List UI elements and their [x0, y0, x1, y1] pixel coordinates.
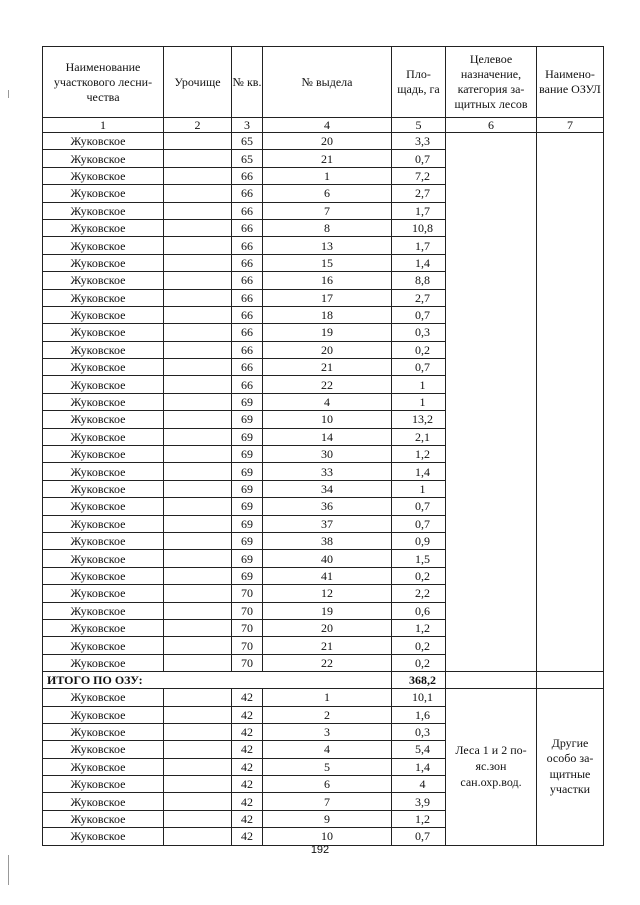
header-tract: Урочище: [164, 47, 232, 118]
cell-forestry-name: Жуковское: [43, 393, 164, 410]
cell-plot-number: 14: [263, 428, 392, 445]
cell-area: 13,2: [392, 411, 446, 428]
cell-plot-number: 12: [263, 585, 392, 602]
cell-forestry-name: Жуковское: [43, 202, 164, 219]
cell-quarter-number: 69: [232, 393, 263, 410]
cell-plot-number: 16: [263, 272, 392, 289]
cell-purpose: Леса 1 и 2 по-яс.зон сан.охр.вод.: [446, 689, 537, 846]
cell-tract: [164, 272, 232, 289]
cell-quarter-number: 69: [232, 567, 263, 584]
cell-quarter-number: 69: [232, 532, 263, 549]
cell-area: 0,2: [392, 637, 446, 654]
cell-forestry-name: Жуковское: [43, 272, 164, 289]
cell-tract: [164, 758, 232, 775]
cell-plot-number: 2: [263, 706, 392, 723]
cell-quarter-number: 65: [232, 150, 263, 167]
cell-tract: [164, 428, 232, 445]
cell-tract: [164, 637, 232, 654]
cell-quarter-number: 66: [232, 359, 263, 376]
cell-forestry-name: Жуковское: [43, 289, 164, 306]
header-purpose: Целевое назначение, категория за-щитных лесов: [446, 47, 537, 118]
column-number: 2: [164, 118, 232, 133]
column-number-row: [43, 118, 604, 133]
cell-tract: [164, 810, 232, 827]
cell-quarter-number: 69: [232, 463, 263, 480]
cell-plot-number: 38: [263, 532, 392, 549]
cell-area: 2,1: [392, 428, 446, 445]
cell-area: 0,7: [392, 828, 446, 845]
cell-tract: [164, 654, 232, 671]
cell-quarter-number: 69: [232, 480, 263, 497]
cell-forestry-name: Жуковское: [43, 498, 164, 515]
cell-tract: [164, 463, 232, 480]
cell-forestry-name: Жуковское: [43, 793, 164, 810]
cell-plot-number: 20: [263, 341, 392, 358]
cell-quarter-number: 70: [232, 585, 263, 602]
cell-plot-number: 19: [263, 602, 392, 619]
cell-area: 1,4: [392, 254, 446, 271]
cell-forestry-name: Жуковское: [43, 723, 164, 740]
cell-tract: [164, 585, 232, 602]
column-number: 1: [43, 118, 164, 133]
column-number: 5: [392, 118, 446, 133]
cell-quarter-number: 66: [232, 202, 263, 219]
cell-quarter-number: 66: [232, 306, 263, 323]
cell-tract: [164, 776, 232, 793]
cell-forestry-name: Жуковское: [43, 689, 164, 706]
cell-forestry-name: Жуковское: [43, 602, 164, 619]
cell-plot-number: 3: [263, 723, 392, 740]
cell-plot-number: 34: [263, 480, 392, 497]
cell-purpose: [446, 133, 537, 672]
cell-forestry-name: Жуковское: [43, 428, 164, 445]
cell-forestry-name: Жуковское: [43, 810, 164, 827]
cell-area: 1,2: [392, 619, 446, 636]
cell-plot-number: 33: [263, 463, 392, 480]
cell-forestry-name: Жуковское: [43, 237, 164, 254]
cell-quarter-number: 70: [232, 619, 263, 636]
cell-tract: [164, 376, 232, 393]
cell-quarter-number: 70: [232, 637, 263, 654]
cell-area: 0,9: [392, 532, 446, 549]
cell-area: 1,4: [392, 463, 446, 480]
cell-tract: [164, 619, 232, 636]
cell-plot-number: 15: [263, 254, 392, 271]
cell-quarter-number: 66: [232, 324, 263, 341]
cell-quarter-number: 42: [232, 810, 263, 827]
cell-area: 1,2: [392, 810, 446, 827]
cell-area: 0,2: [392, 341, 446, 358]
table-body: [43, 118, 604, 846]
cell-tract: [164, 498, 232, 515]
cell-forestry-name: Жуковское: [43, 515, 164, 532]
cell-area: 2,7: [392, 289, 446, 306]
header-area: Пло-щадь, га: [392, 47, 446, 118]
cell-tract: [164, 828, 232, 845]
cell-tract: [164, 723, 232, 740]
cell-tract: [164, 359, 232, 376]
cell-forestry-name: Жуковское: [43, 758, 164, 775]
cell-plot-number: 7: [263, 202, 392, 219]
cell-area: 10,8: [392, 219, 446, 236]
cell-forestry-name: Жуковское: [43, 480, 164, 497]
cell-plot-number: 8: [263, 219, 392, 236]
table-row: [43, 133, 604, 150]
cell-tract: [164, 202, 232, 219]
cell-area: 1: [392, 480, 446, 497]
cell-forestry-name: Жуковское: [43, 185, 164, 202]
cell-tract: [164, 480, 232, 497]
cell-tract: [164, 532, 232, 549]
cell-forestry-name: Жуковское: [43, 324, 164, 341]
cell-quarter-number: 66: [232, 237, 263, 254]
cell-tract: [164, 446, 232, 463]
cell-forestry-name: Жуковское: [43, 306, 164, 323]
cell-plot-number: 10: [263, 828, 392, 845]
cell-area: 5,4: [392, 741, 446, 758]
cell-plot-number: 40: [263, 550, 392, 567]
cell-forestry-name: Жуковское: [43, 219, 164, 236]
cell-area: 7,2: [392, 167, 446, 184]
cell-quarter-number: 42: [232, 723, 263, 740]
cell-tract: [164, 289, 232, 306]
cell-area: 1,2: [392, 446, 446, 463]
cell-forestry-name: Жуковское: [43, 567, 164, 584]
cell-forestry-name: Жуковское: [43, 828, 164, 845]
cell-tract: [164, 133, 232, 150]
cell-forestry-name: Жуковское: [43, 637, 164, 654]
column-number: 7: [537, 118, 604, 133]
cell-forestry-name: Жуковское: [43, 532, 164, 549]
cell-area: 0,3: [392, 324, 446, 341]
cell-quarter-number: 42: [232, 706, 263, 723]
cell-plot-number: 1: [263, 689, 392, 706]
cell-plot-number: 4: [263, 393, 392, 410]
cell-plot-number: 4: [263, 741, 392, 758]
margin-mark-bottom: [8, 855, 9, 885]
total-area: 368,2: [392, 672, 446, 689]
cell-forestry-name: Жуковское: [43, 254, 164, 271]
cell-forestry-name: Жуковское: [43, 706, 164, 723]
cell-quarter-number: 66: [232, 341, 263, 358]
cell-area: 0,6: [392, 602, 446, 619]
cell-tract: [164, 185, 232, 202]
page-number: 192: [310, 844, 330, 856]
cell-quarter-number: 66: [232, 272, 263, 289]
cell-plot-number: 6: [263, 185, 392, 202]
cell-tract: [164, 602, 232, 619]
cell-tract: [164, 306, 232, 323]
cell-area: 0,7: [392, 306, 446, 323]
cell-plot-number: 41: [263, 567, 392, 584]
cell-plot-number: 37: [263, 515, 392, 532]
cell-quarter-number: 70: [232, 654, 263, 671]
margin-mark-top: [8, 90, 9, 98]
cell-forestry-name: Жуковское: [43, 411, 164, 428]
table-header: [43, 47, 604, 118]
cell-quarter-number: 42: [232, 828, 263, 845]
cell-quarter-number: 42: [232, 741, 263, 758]
cell-tract: [164, 515, 232, 532]
forest-plots-table: [42, 46, 604, 846]
cell-plot-number: 21: [263, 359, 392, 376]
cell-area: 1,5: [392, 550, 446, 567]
cell-quarter-number: 66: [232, 289, 263, 306]
cell-tract: [164, 219, 232, 236]
cell-quarter-number: 66: [232, 254, 263, 271]
cell-area: 1: [392, 393, 446, 410]
cell-plot-number: 21: [263, 150, 392, 167]
cell-tract: [164, 324, 232, 341]
cell-quarter-number: 69: [232, 550, 263, 567]
header-plot-number: № выдела: [263, 47, 392, 118]
cell-forestry-name: Жуковское: [43, 376, 164, 393]
cell-quarter-number: 42: [232, 793, 263, 810]
cell-forestry-name: Жуковское: [43, 341, 164, 358]
cell-forestry-name: Жуковское: [43, 654, 164, 671]
cell-forestry-name: Жуковское: [43, 150, 164, 167]
header-ozul-name: Наимено-вание ОЗУЛ: [537, 47, 604, 118]
cell-quarter-number: 66: [232, 376, 263, 393]
column-number: 3: [232, 118, 263, 133]
cell-tract: [164, 411, 232, 428]
cell-tract: [164, 167, 232, 184]
cell-area: 0,2: [392, 654, 446, 671]
cell-quarter-number: 65: [232, 133, 263, 150]
table-row: [43, 689, 604, 706]
cell-plot-number: 21: [263, 637, 392, 654]
total-purpose-cell: [446, 672, 537, 689]
cell-area: 0,2: [392, 567, 446, 584]
total-row: [43, 672, 604, 689]
cell-area: 1,7: [392, 237, 446, 254]
cell-area: 0,7: [392, 515, 446, 532]
cell-tract: [164, 567, 232, 584]
cell-quarter-number: 69: [232, 498, 263, 515]
cell-area: 0,3: [392, 723, 446, 740]
cell-plot-number: 30: [263, 446, 392, 463]
cell-plot-number: 1: [263, 167, 392, 184]
cell-quarter-number: 42: [232, 689, 263, 706]
cell-area: 3,9: [392, 793, 446, 810]
cell-plot-number: 5: [263, 758, 392, 775]
cell-area: 0,7: [392, 150, 446, 167]
cell-tract: [164, 237, 232, 254]
cell-quarter-number: 66: [232, 185, 263, 202]
cell-quarter-number: 69: [232, 411, 263, 428]
cell-tract: [164, 689, 232, 706]
cell-quarter-number: 69: [232, 446, 263, 463]
cell-quarter-number: 66: [232, 219, 263, 236]
cell-forestry-name: Жуковское: [43, 585, 164, 602]
cell-tract: [164, 341, 232, 358]
cell-forestry-name: Жуковское: [43, 776, 164, 793]
cell-plot-number: 17: [263, 289, 392, 306]
cell-forestry-name: Жуковское: [43, 446, 164, 463]
cell-plot-number: 18: [263, 306, 392, 323]
cell-area: 1: [392, 376, 446, 393]
cell-area: 10,1: [392, 689, 446, 706]
cell-plot-number: 20: [263, 619, 392, 636]
cell-quarter-number: 69: [232, 428, 263, 445]
cell-area: 1,7: [392, 202, 446, 219]
cell-quarter-number: 42: [232, 758, 263, 775]
cell-ozul-name: Другие особо за-щитные участки: [537, 689, 604, 846]
cell-area: 4: [392, 776, 446, 793]
cell-forestry-name: Жуковское: [43, 167, 164, 184]
cell-plot-number: 9: [263, 810, 392, 827]
cell-area: 1,4: [392, 758, 446, 775]
cell-plot-number: 10: [263, 411, 392, 428]
cell-quarter-number: 70: [232, 602, 263, 619]
cell-quarter-number: 66: [232, 167, 263, 184]
cell-forestry-name: Жуковское: [43, 133, 164, 150]
cell-plot-number: 36: [263, 498, 392, 515]
cell-tract: [164, 706, 232, 723]
column-number: 4: [263, 118, 392, 133]
cell-tract: [164, 150, 232, 167]
total-label: ИТОГО ПО ОЗУ:: [43, 672, 392, 689]
cell-area: 0,7: [392, 359, 446, 376]
cell-area: 1,6: [392, 706, 446, 723]
header-forestry-name: Наименование участкового лесни-чества: [43, 47, 164, 118]
cell-tract: [164, 550, 232, 567]
cell-plot-number: 6: [263, 776, 392, 793]
cell-area: 0,7: [392, 498, 446, 515]
cell-plot-number: 7: [263, 793, 392, 810]
cell-forestry-name: Жуковское: [43, 463, 164, 480]
cell-plot-number: 19: [263, 324, 392, 341]
cell-tract: [164, 393, 232, 410]
cell-forestry-name: Жуковское: [43, 741, 164, 758]
cell-area: 3,3: [392, 133, 446, 150]
cell-plot-number: 22: [263, 654, 392, 671]
cell-tract: [164, 741, 232, 758]
cell-quarter-number: 42: [232, 776, 263, 793]
cell-forestry-name: Жуковское: [43, 359, 164, 376]
cell-area: 2,7: [392, 185, 446, 202]
cell-forestry-name: Жуковское: [43, 619, 164, 636]
cell-plot-number: 20: [263, 133, 392, 150]
cell-plot-number: 13: [263, 237, 392, 254]
column-number: 6: [446, 118, 537, 133]
total-ozul-cell: [537, 672, 604, 689]
cell-quarter-number: 69: [232, 515, 263, 532]
cell-forestry-name: Жуковское: [43, 550, 164, 567]
cell-tract: [164, 793, 232, 810]
cell-area: 2,2: [392, 585, 446, 602]
header-quarter-number: № кв.: [232, 47, 263, 118]
cell-tract: [164, 254, 232, 271]
cell-ozul-name: [537, 133, 604, 672]
cell-plot-number: 22: [263, 376, 392, 393]
cell-area: 8,8: [392, 272, 446, 289]
